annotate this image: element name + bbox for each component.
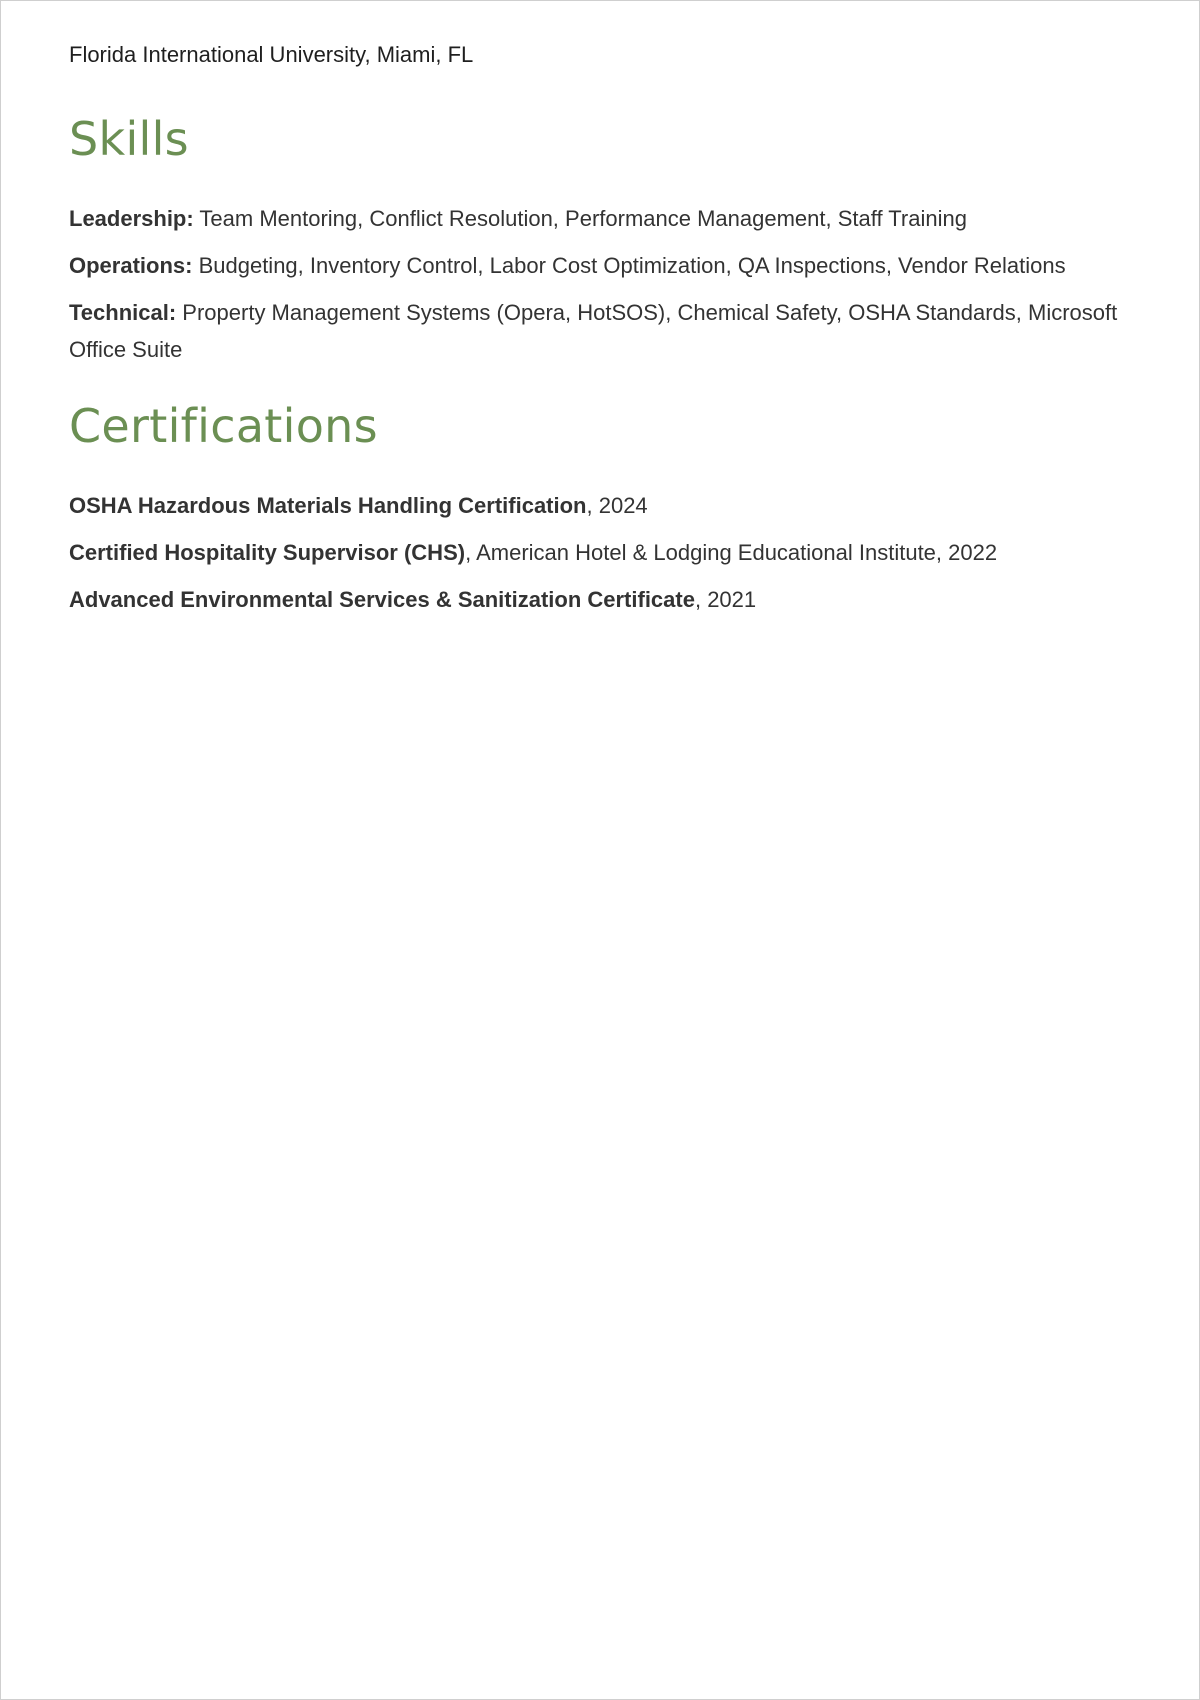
certifications-section [69,398,1131,618]
certification-detail: , American Hotel & Lodging Educational Institute, 2022 [465,540,998,565]
skills-list [69,200,1131,368]
skill-values: Budgeting, Inventory Control, Labor Cost Optimization, QA Inspections, Vendor Relations [192,253,1066,278]
certification-detail: , 2024 [586,493,648,518]
education-location: Florida International University, Miami, FL [69,42,474,67]
skill-values: Team Mentoring, Conflict Resolution, Performance Management, Staff Training [193,206,967,231]
certification-detail: , 2021 [694,587,757,612]
certification-name: Advanced Environmental Services & Sanitization Certificate [69,587,695,612]
skills-section [69,111,1131,368]
certification-item [69,487,1131,524]
skill-item-technical [69,294,1131,368]
skill-label: Operations: [69,253,193,278]
skill-label: Leadership: [69,206,194,231]
skill-values: Property Management Systems (Opera, HotSOS), Chemical Safety, OSHA Standards, Microsoft Office Suite [69,300,1118,362]
skills-heading: Skills [69,112,189,166]
certification-name: OSHA Hazardous Materials Handling Certification [69,493,587,518]
skill-item-operations [69,247,1131,284]
certifications-heading: Certifications [69,399,378,453]
certifications-list [69,487,1131,618]
certification-name: Certified Hospitality Supervisor (CHS) [69,540,466,565]
certification-item [69,581,1131,618]
skill-item-leadership [69,200,1131,237]
certification-item [69,534,1131,571]
skill-label: Technical: [69,300,177,325]
